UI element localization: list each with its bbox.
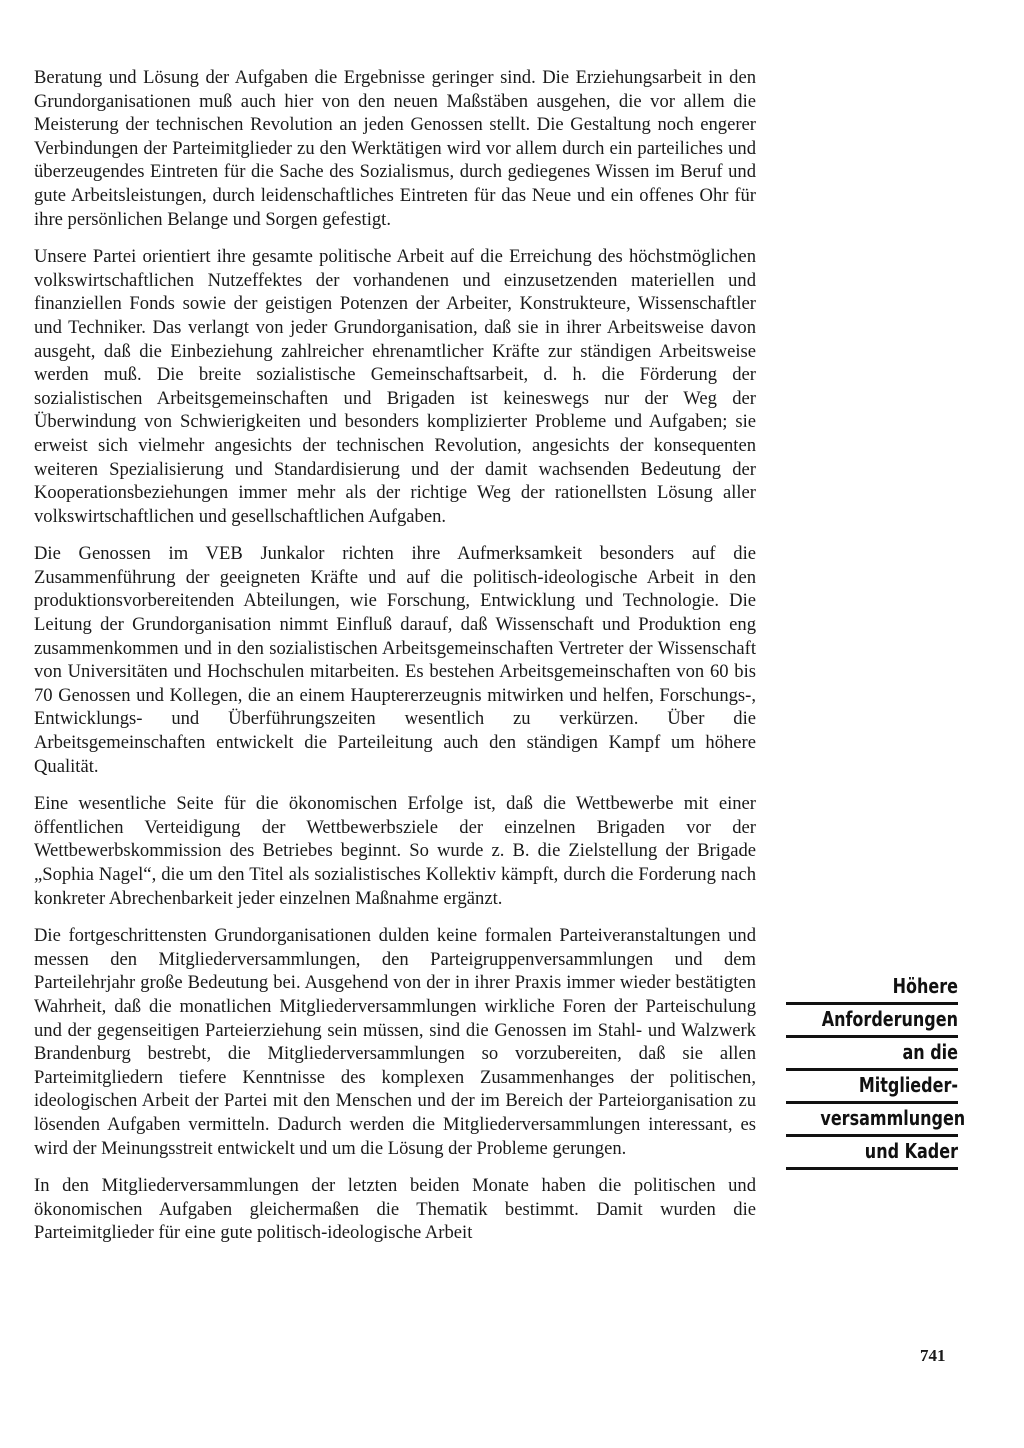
paragraph-1: Beratung und Lösung der Aufgaben die Ergebnisse geringer sind. Die Erziehungsarbeit in den Grundorganisationen muß auch hier von den neuen Maßstäben ausgehen, die vor allem die Meisterung der technischen Revolution an jeden Genossen stellt. Die Gestaltung noch engerer Verbindungen der Parteimitglieder zu den Werktätigen wird vor allem durch ein parteiliches und überzeugendes Eintreten für die Sache des Sozialismus, durch gediegenes Wissen im Beruf und gute Arbeitsleistungen, durch leidenschaftliches Eintreten für das Neue und ein offenes Ohr für ihre persönlichen Belange und Sorgen gefestigt. bbox=[34, 67, 756, 230]
margin-heading-rule bbox=[786, 1167, 958, 1170]
margin-heading-line-6: und Kader bbox=[864, 1139, 958, 1163]
margin-heading-line-1: Höhere bbox=[892, 974, 958, 998]
margin-heading-line-4: Mitglieder- bbox=[858, 1073, 958, 1097]
margin-heading-line-3: an die bbox=[902, 1040, 958, 1064]
paragraph-5: Die fortgeschrittensten Grundorganisationen dulden keine formalen Parteiveranstaltungen und messen den Mitgliederversammlungen, den Parteigruppenversammlungen und dem Parteilehrjahr große Bedeutung bei. Ausgehend von der in ihrer Praxis immer wieder bestätigten Wahrheit, daß die monatlichen Mitgliederversammlungen wirkliche Foren der Parteischulung und der gegenseitigen Parteierziehung sein müssen, sind die Genossen im Stahl- und Walzwerk Brandenburg bestrebt, die Mitgliederversammlungen so vorzubereiten, daß sie allen Parteimitgliedern tiefere Kenntnisse des komplexen Zusammenhanges der politischen, ideologischen Arbeit der Partei mit den Menschen und der im Bereich der Parteiorganisation zu lösenden Aufgaben vermitteln. Dadurch werden die Mitgliederversammlungen interessant, es wird der Meinungsstreit entwickelt und um die Lösung der Probleme gerungen. bbox=[34, 925, 756, 1159]
margin-heading-line-2: Anforderungen bbox=[821, 1007, 958, 1031]
paragraph-4: Eine wesentliche Seite für die ökonomischen Erfolge ist, daß die Wettbewerbe mit einer öffentlichen Verteidigung der Wettbewerbsziele der einzelnen Brigaden vor der Wettbewerbskommission des Betriebes beginnt. So wurde z. B. die Zielstellung der Brigade „Sophia Nagel“, die um den Titel als sozialistisches Kollektiv kämpft, durch die Forderung nach konkreter Abrechenbarkeit jeder einzelnen Maßnahme ergänzt. bbox=[34, 793, 756, 909]
margin-heading bbox=[786, 972, 966, 1170]
page-number: 741 bbox=[920, 1346, 946, 1365]
paragraph-2: Unsere Partei orientiert ihre gesamte politische Arbeit auf die Erreichung des höchstmöglichen volkswirtschaftlichen Nutzeffektes der vorhandenen und einzusetzenden materiellen und finanziellen Fonds sowie der geistigen Potenzen der Arbeiter, Konstrukteure, Wissenschaftler und Techniker. Das verlangt von jeder Grundorganisation, daß sie in ihrer Arbeitsweise davon ausgeht, daß die Einbeziehung zahlreicher ehrenamtlicher Kräfte zur ständigen Arbeitsweise werden muß. Die breite sozialistische Gemeinschaftsarbeit, d. h. die Förderung der sozialistischen Arbeitsgemeinschaften und Brigaden ist keineswegs nur der Weg der Überwindung von Schwierigkeiten und besonders komplizierter Probleme und Aufgaben; sie erweist sich vielmehr angesichts der technischen Revolution, angesichts der konsequenten weiteren Spezialisierung und Standardisierung und der damit wachsenden Bedeutung der Kooperationsbeziehungen immer mehr als der richtige Weg der rationellsten Lösung aller volkswirtschaftlichen und gesellschaftlichen Aufgaben. bbox=[34, 246, 756, 527]
main-text-column bbox=[34, 66, 756, 1259]
paragraph-3: Die Genossen im VEB Junkalor richten ihre Aufmerksamkeit besonders auf die Zusammenführung der geeigneten Kräfte und auf die politisch-ideologische Arbeit in den produktionsvorbereitenden Abteilungen, wie Forschung, Entwicklung und Technologie. Die Leitung der Grundorganisation nimmt Einfluß darauf, daß Wissenschaft und Produktion eng zusammenkommen und in den sozialistischen Arbeitsgemeinschaften Vertreter der Wissenschaft von Universitäten und Hochschulen mitarbeiten. Es bestehen Arbeitsgemeinschaften von 60 bis 70 Genossen und Kollegen, die an einem Hauptererzeugnis mitwirken und helfen, Forschungs-, Entwicklungs- und Überführungszeiten wesentlich zu verkürzen. Über die Arbeitsgemeinschaften entwickelt die Parteileitung auch den ständigen Kampf um höhere Qualität. bbox=[34, 543, 756, 777]
paragraph-6: In den Mitgliederversammlungen der letzten beiden Monate haben die politischen und ökonomischen Aufgaben gleichermaßen die Thematik bestimmt. Damit wurden die Parteimitglieder für eine gute politisch-ideologische Arbeit bbox=[34, 1175, 756, 1244]
margin-heading-line-5: versammlungen bbox=[820, 1106, 966, 1130]
